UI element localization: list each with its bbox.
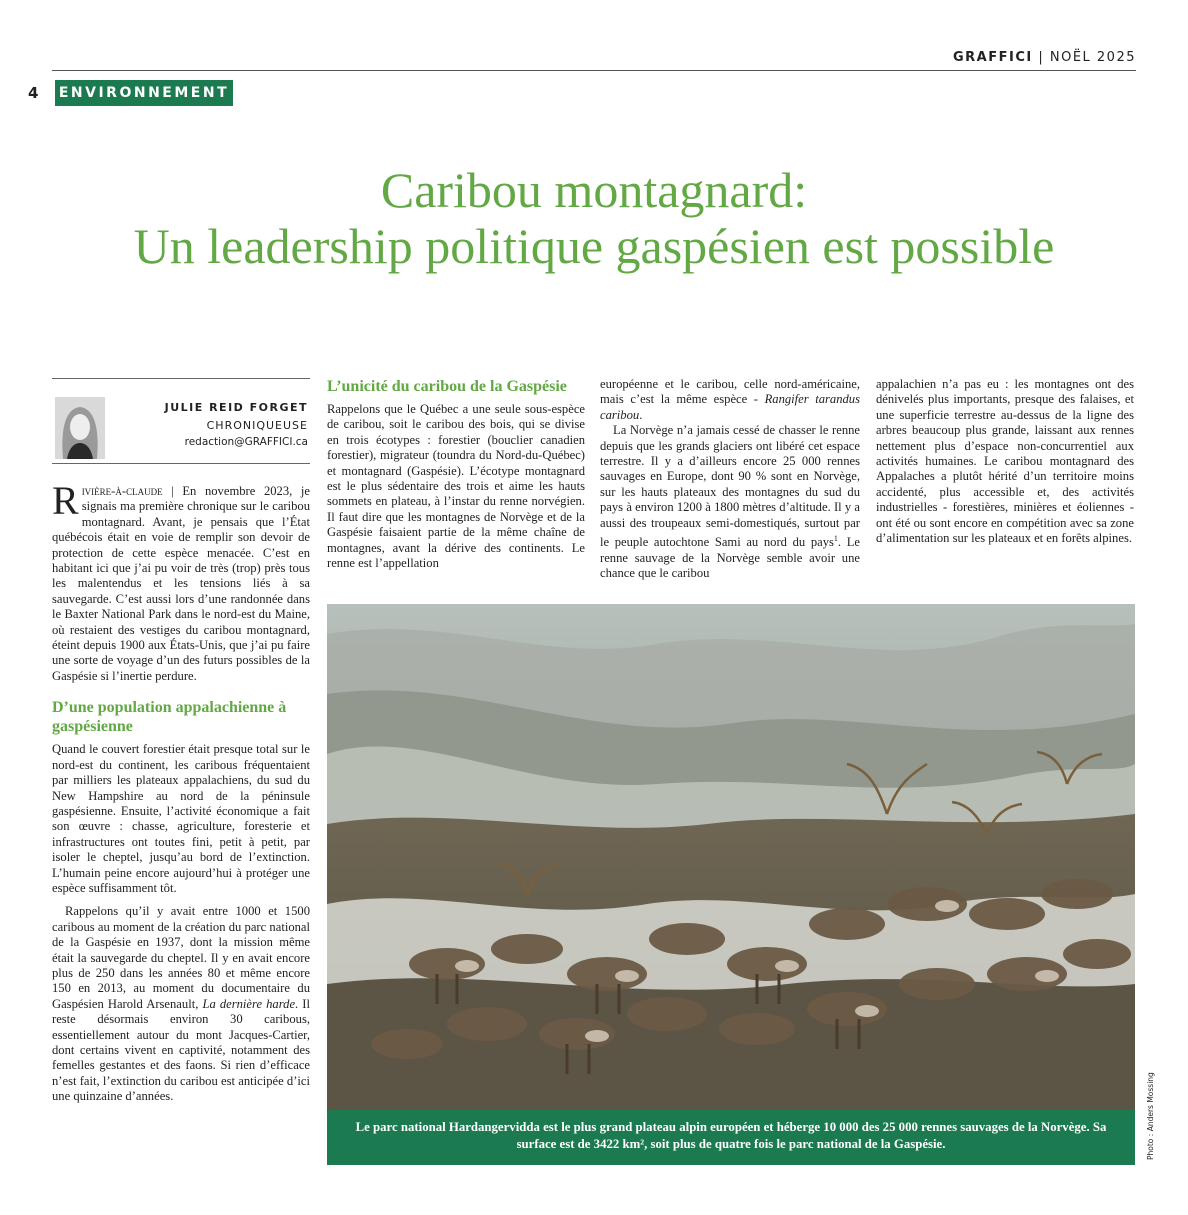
headline-line-1: Caribou montagnard: [380,162,808,218]
article-column-3 [600,377,860,581]
documentary-title: La dernière harde [202,996,296,1011]
paragraph-norway: La Norvège n’a jamais cessé de chasser le renne depuis que les grands glaciers ont libéré cet espace terrestre. Il y a d’ailleurs encore 25 000 rennes sauvages en Europe, dont 90 % sont en Norvège, sur les hauts plateaux des montagnes du sud du pays à environ 1200 à 1800 mètres d’altitude. Il y a aussi des troupeaux semi-domestiqués, surtout par le peuple autochtone Sami au nord du pays$^1$. Le renne sauvage de la Norvège semble avoir une chance que le caribou [600,423,860,581]
masthead [953,50,1136,65]
article-column-4 [876,377,1134,546]
page-number: 4 [28,84,39,102]
dateline: ivière-à-claude [81,484,163,498]
reindeer-photo [327,604,1135,1164]
paragraph-ecotypes: Rappelons que le Québec a une seule sous-espèce de caribou, soit le caribou des bois, qui se divise en trois écotypes : forestier (bouclier canadien forestier), migrateur (toundra du Nord-du-Québec) et montagnard (Gaspésie). L’écotype montagnard est le plus sédentaire des trois et aime les hauts sommets en plateau, à l’instar du renne norvégien. Il faut dire que les montagnes de Norvège et de la Gaspésie faisaient partie de la même chaîne de montagnes, avant la dérive des continents. Le renne est l’appellation [327,402,585,571]
masthead-issue: NOËL 2025 [1049,50,1136,65]
headline [40,162,1148,274]
masthead-brand: GRAFFICI [952,50,1033,65]
article-column-2 [327,377,585,571]
photo-caption: Le parc national Hardangervidda est le plus grand plateau alpin européen et héberge 10 000 des 25 000 rennes sauvages de la Norvège. Sa surface est de 3422 km², soit plus de quatre fois le parc national de la Gaspésie. [327,1110,1135,1165]
subhead-population: D’une population appalachienne à gaspésienne [52,699,287,736]
paragraph-ecotypes-cont: européenne et le caribou, celle nord-américaine, mais c’est la même espèce - Rangifer tarandus caribou. [600,377,861,422]
paragraph-forest-cover: Quand le couvert forestier était presque total sur le nord-est du continent, les caribous fréquentaient par milliers les plateaux appalachiens, du sud du New Hampshire au nord de la péninsule gaspésienne. Ensuite, l’activité économique a fait son œuvre : chasse, agriculture, foresterie et infrastructures ont toutes fini, petit à petit, par isoler le cheptel, jusqu’au bord de l’extinction. L’humain peine encore aujourd’hui à protéger une espèce suffisamment tôt. [52,742,310,895]
headline-line-2: Un leadership politique gaspésien est possible [133,218,1055,274]
paragraph-norway-cont: appalachien n’a pas eu : les montagnes ont des dénivelés plus importants, presque des falaises, et une superficie terrestre au-dessus de la ligne des arbres beaucoup plus grande, laissant aux rennes nettement plus d’espace non-concurrentiel aux activités humaines. Le caribou montagnard des Appalaches a plutôt hérité d’un territoire moins accidenté, plus accessible et, des activités industrielles - forestières, minières et éoliennes - ont été ou sont encore en compétition avec sa zone d’alimentation sur les plateaux et en forêts alpines. [876,377,1134,546]
species-name: Rangifer tarandus caribou [600,392,861,422]
author-name: JULIE REID FORGET [164,401,308,414]
avatar [55,397,105,459]
header-rule [52,70,1136,71]
masthead-separator: | [1032,50,1050,65]
photo-credit: Photo : Anders Mossing [1146,1072,1155,1160]
author-role: CHRONIQUEUSE [206,419,308,432]
section-label: ENVIRONNEMENT [55,80,233,106]
paragraph-caribou-count: Rappelons qu’il y avait entre 1000 et 1500 caribous au moment de la création du parc national de la Gaspésie en 1937, dont la mission même était la sauvegarde du cheptel. Il y en avait encore plus de 250 dans les années 80 et même encore 150 en 2013, au moment du documentaire du Gaspésien Harold Arsenault, La dernière harde. Il reste désormais environ 30 caribous, essentiellement autour du mont Jacques-Cartier, dont certains vivent en captivité, notamment des femelles gestantes et des faons. Si rien d’efficace n’est fait, l’extinction du caribou est anticipée d’ici une quinzaine d’années. [52,904,310,1104]
drop-cap: R [52,478,79,523]
author-email[interactable]: redaction@GRAFFICI.ca [184,436,308,448]
article-column-1 [52,478,310,1105]
author-box [52,378,310,464]
footnote-marker: 1 [833,534,838,544]
intro-paragraph: Rivière-à-claude | En novembre 2023, je signais ma première chronique sur le caribou montagnard. Avant, je pensais que l’État québécois était en voie de remplir son devoir de protection de cette espèce menacée. C’est en habitant ici que j’ai pu voir de très (trop) près tous les malentendus et les tensions liés à sa sauvegarde. C’est aussi lors d’une randonnée dans le Baxter National Park dans le nord-est du Maine, où restaient des vestiges du caribou montagnard, éteint depuis 1900 aux États-Unis, que j’ai pu faire une sorte de voyage d’un des futurs possibles de la Gaspésie si l’inertie perdure. [52,478,310,683]
subhead-uniqueness: L’unicité du caribou de la Gaspésie [327,378,567,395]
